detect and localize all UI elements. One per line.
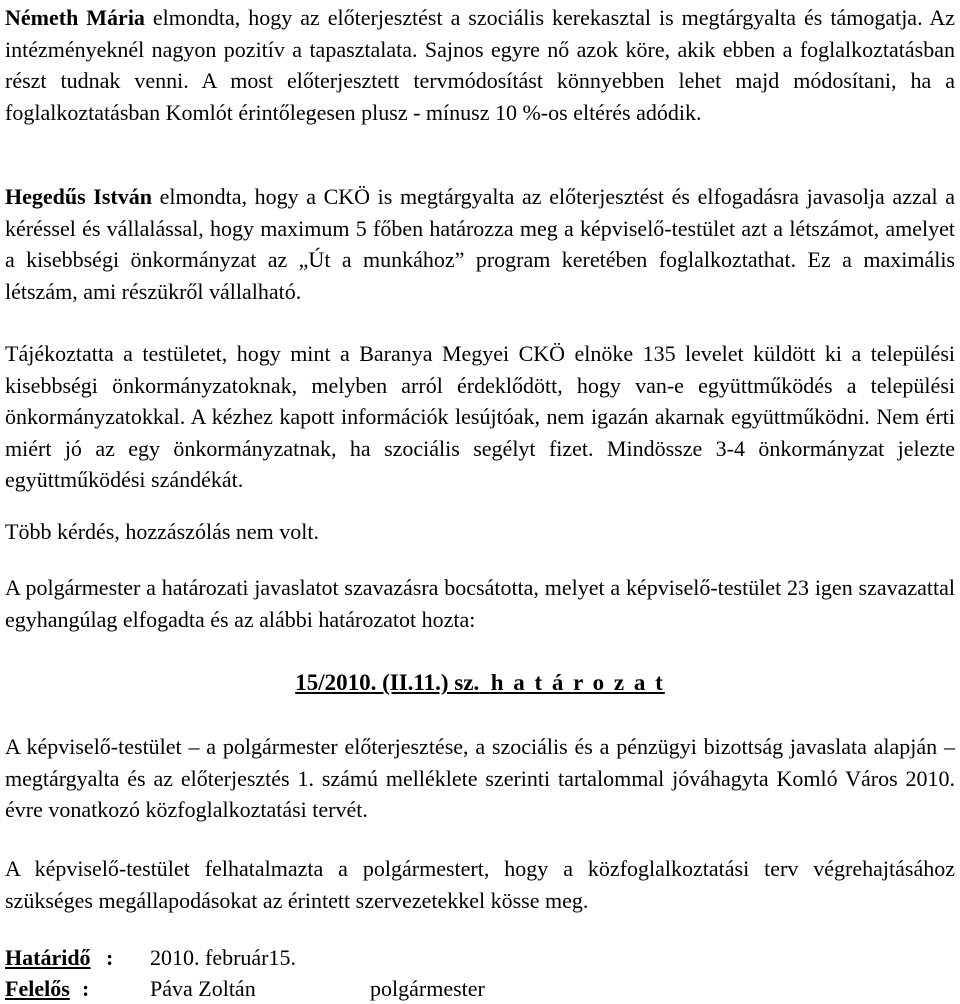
responsible-label: Felelős [5,976,70,1001]
responsible-title: polgármester [370,976,485,1001]
paragraph-text: elmondta, hogy a CKÖ is megtárgyalta az előterjesztést és elfogadásra javasolja azzal a kéréssel és vállalással, hogy maximum 5 főben határozza meg a képviselő-testület azt a létszámot, amelyet a kisebbségi önkormányzat az „Út a munkához” program keretében foglalkoztathat. Ez a maximális létszám, ami részükről vállalható. [5,184,955,304]
paragraph-nemeth [5,2,955,128]
paragraph-hegedus [5,181,955,307]
paragraph-resolution-body: A képviselő-testület – a polgármester előterjesztése, a szociális és a pénzügyi bizottság javaslata alapján – megtárgyalta és az előterjesztés 1. számú melléklete szerinti tartalommal jóváhagyta Komló Város 2010. évre vonatkozó közfoglalkoztatási tervét. [5,734,955,822]
speaker-name: Németh Mária [5,5,145,30]
resolution-heading [0,667,960,699]
paragraph-no-more-questions: Több kérdés, hozzászólás nem volt. [5,519,320,544]
deadline-value: 2010. február15. [150,945,297,970]
resolution-word: h a t á r o z a t [490,670,665,695]
responsible-colon: : [82,976,90,1001]
paragraph-tajekoztatta: Tájékoztatta a testületet, hogy mint a Baranya Megyei CKÖ elnöke 135 levelet küldött ki a települési kisebbségi önkormányzatoknak, melyben arról érdeklődött, hogy van-e együttműködés a települési önkormányzatokkal. A kézhez kapott információk lesújtóak, nem igazán akarnak együttműködni. Nem érti miért jó az egy önkormányzatnak, ha szociális segélyt fizet. Mindössze 3-4 önkormányzat jelezte együttműködési szándékát. [5,341,955,492]
paragraph-text: elmondta, hogy az előterjesztést a szociális kerekasztal is megtárgyalta és támogatja. Az intézményeknél nagyon pozitív a tapasztalata. Sajnos egyre nő azok köre, akik ebben a foglalkoztatásban részt tudnak venni. A most előterjesztett tervmódosítást könnyebben lehet majd módosítani, ha a foglalkoztatásban Komlót érintőlegesen plusz - mínusz 10 %-os eltérés adódik. [5,5,955,125]
deadline-colon: : [106,945,114,970]
speaker-name: Hegedűs István [5,184,152,209]
paragraph-vote: A polgármester a határozati javaslatot szavazásra bocsátotta, melyet a képviselő-testület 23 igen szavazattal egyhangúlag elfogadta és az alábbi határozatot hozta: [5,575,955,632]
responsible-name: Páva Zoltán [150,976,256,1001]
resolution-number: 15/2010. (II.11.) sz. [295,670,480,695]
deadline-row [5,942,505,973]
paragraph-authorization: A képviselő-testület felhatalmazta a polgármestert, hogy a közfoglalkoztatási terv végrehajtásához szükséges megállapodásokat az érintett szervezetekkel kösse meg. [5,856,955,913]
deadline-label: Határidő [5,945,91,970]
responsible-row [5,973,605,1004]
